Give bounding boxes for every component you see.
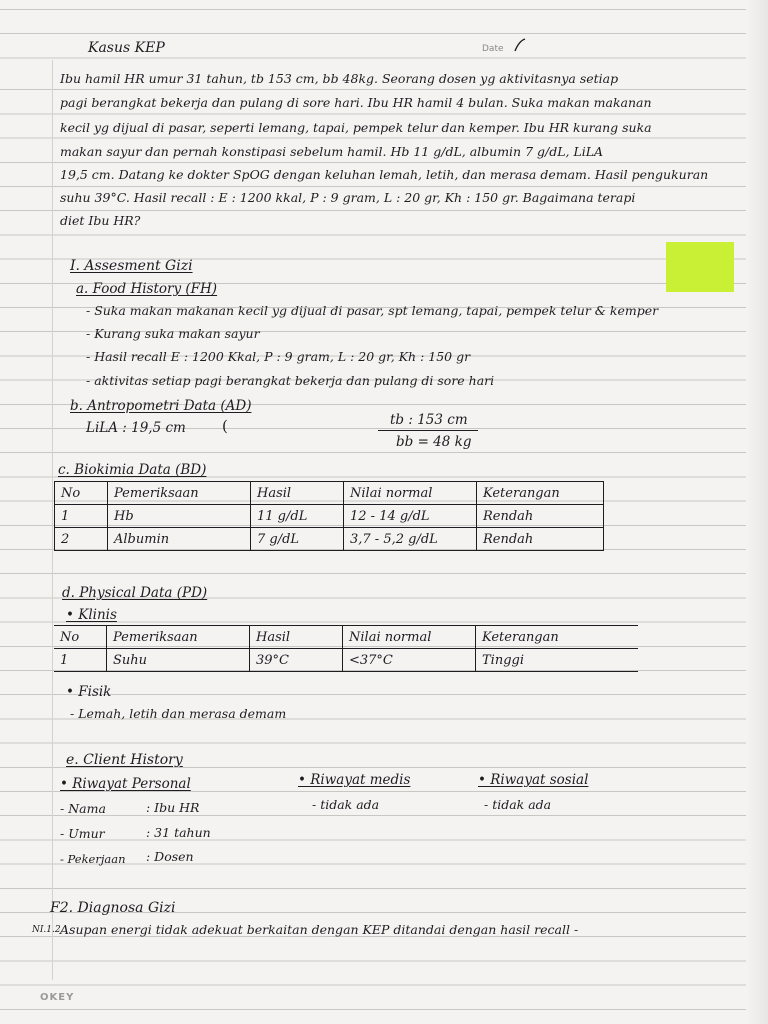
food-history-item-3: - Hasil recall E : 1200 Kkal, P : 9 gram, L : 20 gr, Kh : 150 gr <box>86 349 471 364</box>
case-line-3: kecil yg dijual di pasar, seperti lemang, tapai, pempek telur dan kemper. Ibu HR kurang suka <box>60 120 652 135</box>
table-header-cell: Pemeriksaan <box>108 482 251 505</box>
anthropometry-lila: LiLA : 19,5 cm <box>86 420 186 436</box>
anthropometry-bb: bb = 48 kg <box>396 434 472 450</box>
table-cell: 1 <box>55 505 108 528</box>
riwayat-sosial-value: - tidak ada <box>484 797 552 812</box>
table-row <box>55 528 604 551</box>
table-cell: 7 g/dL <box>251 528 344 551</box>
table-header-cell: No <box>55 482 108 505</box>
table-header-cell: Hasil <box>250 626 343 649</box>
date-label: Date <box>482 44 504 54</box>
riwayat-personal-label: • Riwayat Personal <box>60 776 191 792</box>
case-title: Kasus KEP <box>88 40 165 56</box>
table-cell: 11 g/dL <box>251 505 344 528</box>
food-history-title: a. Food History (FH) <box>76 281 218 297</box>
table-cell: 1 <box>54 649 107 672</box>
client-field-label: - Umur <box>60 826 105 841</box>
table-header-row <box>55 482 604 505</box>
table-header-cell: Keterangan <box>476 626 639 649</box>
table-cell: 3,7 - 5,2 g/dL <box>344 528 477 551</box>
food-history-item-4: - aktivitas setiap pagi berangkat bekerja dan pulang di sore hari <box>86 373 495 388</box>
table-header-cell: Keterangan <box>477 482 604 505</box>
client-field-value: : Dosen <box>146 849 194 864</box>
tb-underline <box>378 430 478 431</box>
page-edge-shadow <box>746 0 768 1024</box>
table-cell: Rendah <box>477 505 604 528</box>
case-line-2: pagi berangkat bekerja dan pulang di sore hari. Ibu HR hamil 4 bulan. Suka makan makanan <box>60 95 652 110</box>
case-line-1: Ibu hamil HR umur 31 tahun, tb 153 cm, bb 48kg. Seorang dosen yg aktivitasnya setiap <box>60 71 619 86</box>
food-history-item-1: - Suka makan makanan kecil yg dijual di pasar, spt lemang, tapai, pempek telur & kemper <box>86 303 659 318</box>
table-header-cell: Nilai normal <box>343 626 476 649</box>
client-history-title: e. Client History <box>66 752 183 768</box>
biochem-table <box>54 481 604 551</box>
physical-klinis-label: • Klinis <box>66 607 117 623</box>
table-row <box>54 649 638 672</box>
table-cell: 2 <box>55 528 108 551</box>
table-cell: Albumin <box>108 528 251 551</box>
margin-line <box>52 60 53 980</box>
table-cell: 12 - 14 g/dL <box>344 505 477 528</box>
anthropometry-title: b. Antropometri Data (AD) <box>70 398 252 414</box>
diagnosis-text: Asupan energi tidak adekuat berkaitan dengan KEP ditandai dengan hasil recall - <box>60 922 579 937</box>
riwayat-medis-value: - tidak ada <box>312 797 380 812</box>
table-header-row <box>54 626 638 649</box>
table-cell: 39°C <box>250 649 343 672</box>
date-slash-mark <box>513 38 527 52</box>
riwayat-medis-label: • Riwayat medis <box>298 772 411 788</box>
table-cell: Suhu <box>107 649 250 672</box>
table-header-cell: Nilai normal <box>344 482 477 505</box>
notebook-brand-logo: OKEY <box>40 992 75 1003</box>
bracket-mark: ( <box>222 417 228 435</box>
table-row <box>55 505 604 528</box>
case-line-7: diet Ibu HR? <box>60 213 141 228</box>
case-line-6: suhu 39°C. Hasil recall : E : 1200 kkal, P : 9 gram, L : 20 gr, Kh : 150 gr. Bagaimana terapi <box>60 190 636 205</box>
case-line-5: 19,5 cm. Datang ke dokter SpOG dengan keluhan lemah, letih, dan merasa demam. Hasil pengukuran <box>60 167 709 182</box>
table-cell: Hb <box>108 505 251 528</box>
riwayat-sosial-label: • Riwayat sosial <box>478 772 589 788</box>
physical-table <box>54 625 638 672</box>
table-cell: Rendah <box>477 528 604 551</box>
table-header-cell: No <box>54 626 107 649</box>
diagnosis-code: NI.1.2 <box>32 925 61 935</box>
client-field-value: : Ibu HR <box>146 800 200 815</box>
sticky-note <box>666 242 734 292</box>
biochem-title: c. Biokimia Data (BD) <box>58 462 207 478</box>
section-assessment-title: I. Assesment Gizi <box>70 258 193 274</box>
client-field-value: : 31 tahun <box>146 825 211 840</box>
client-field-label: - Pekerjaan <box>60 852 126 866</box>
table-header-cell: Hasil <box>251 482 344 505</box>
food-history-item-2: - Kurang suka makan sayur <box>86 326 260 341</box>
physical-title: d. Physical Data (PD) <box>62 585 208 601</box>
diagnosis-title: F2. Diagnosa Gizi <box>50 900 176 916</box>
anthropometry-tb: tb : 153 cm <box>390 412 468 428</box>
physical-fisik-label: • Fisik <box>66 684 112 700</box>
table-cell: Tinggi <box>476 649 639 672</box>
case-line-4: makan sayur dan pernah konstipasi sebelum hamil. Hb 11 g/dL, albumin 7 g/dL, LiLA <box>60 144 604 159</box>
table-header-cell: Pemeriksaan <box>107 626 250 649</box>
physical-fisik-item: - Lemah, letih dan merasa demam <box>70 706 287 721</box>
client-field-label: - Nama <box>60 801 106 816</box>
table-cell: <37°C <box>343 649 476 672</box>
